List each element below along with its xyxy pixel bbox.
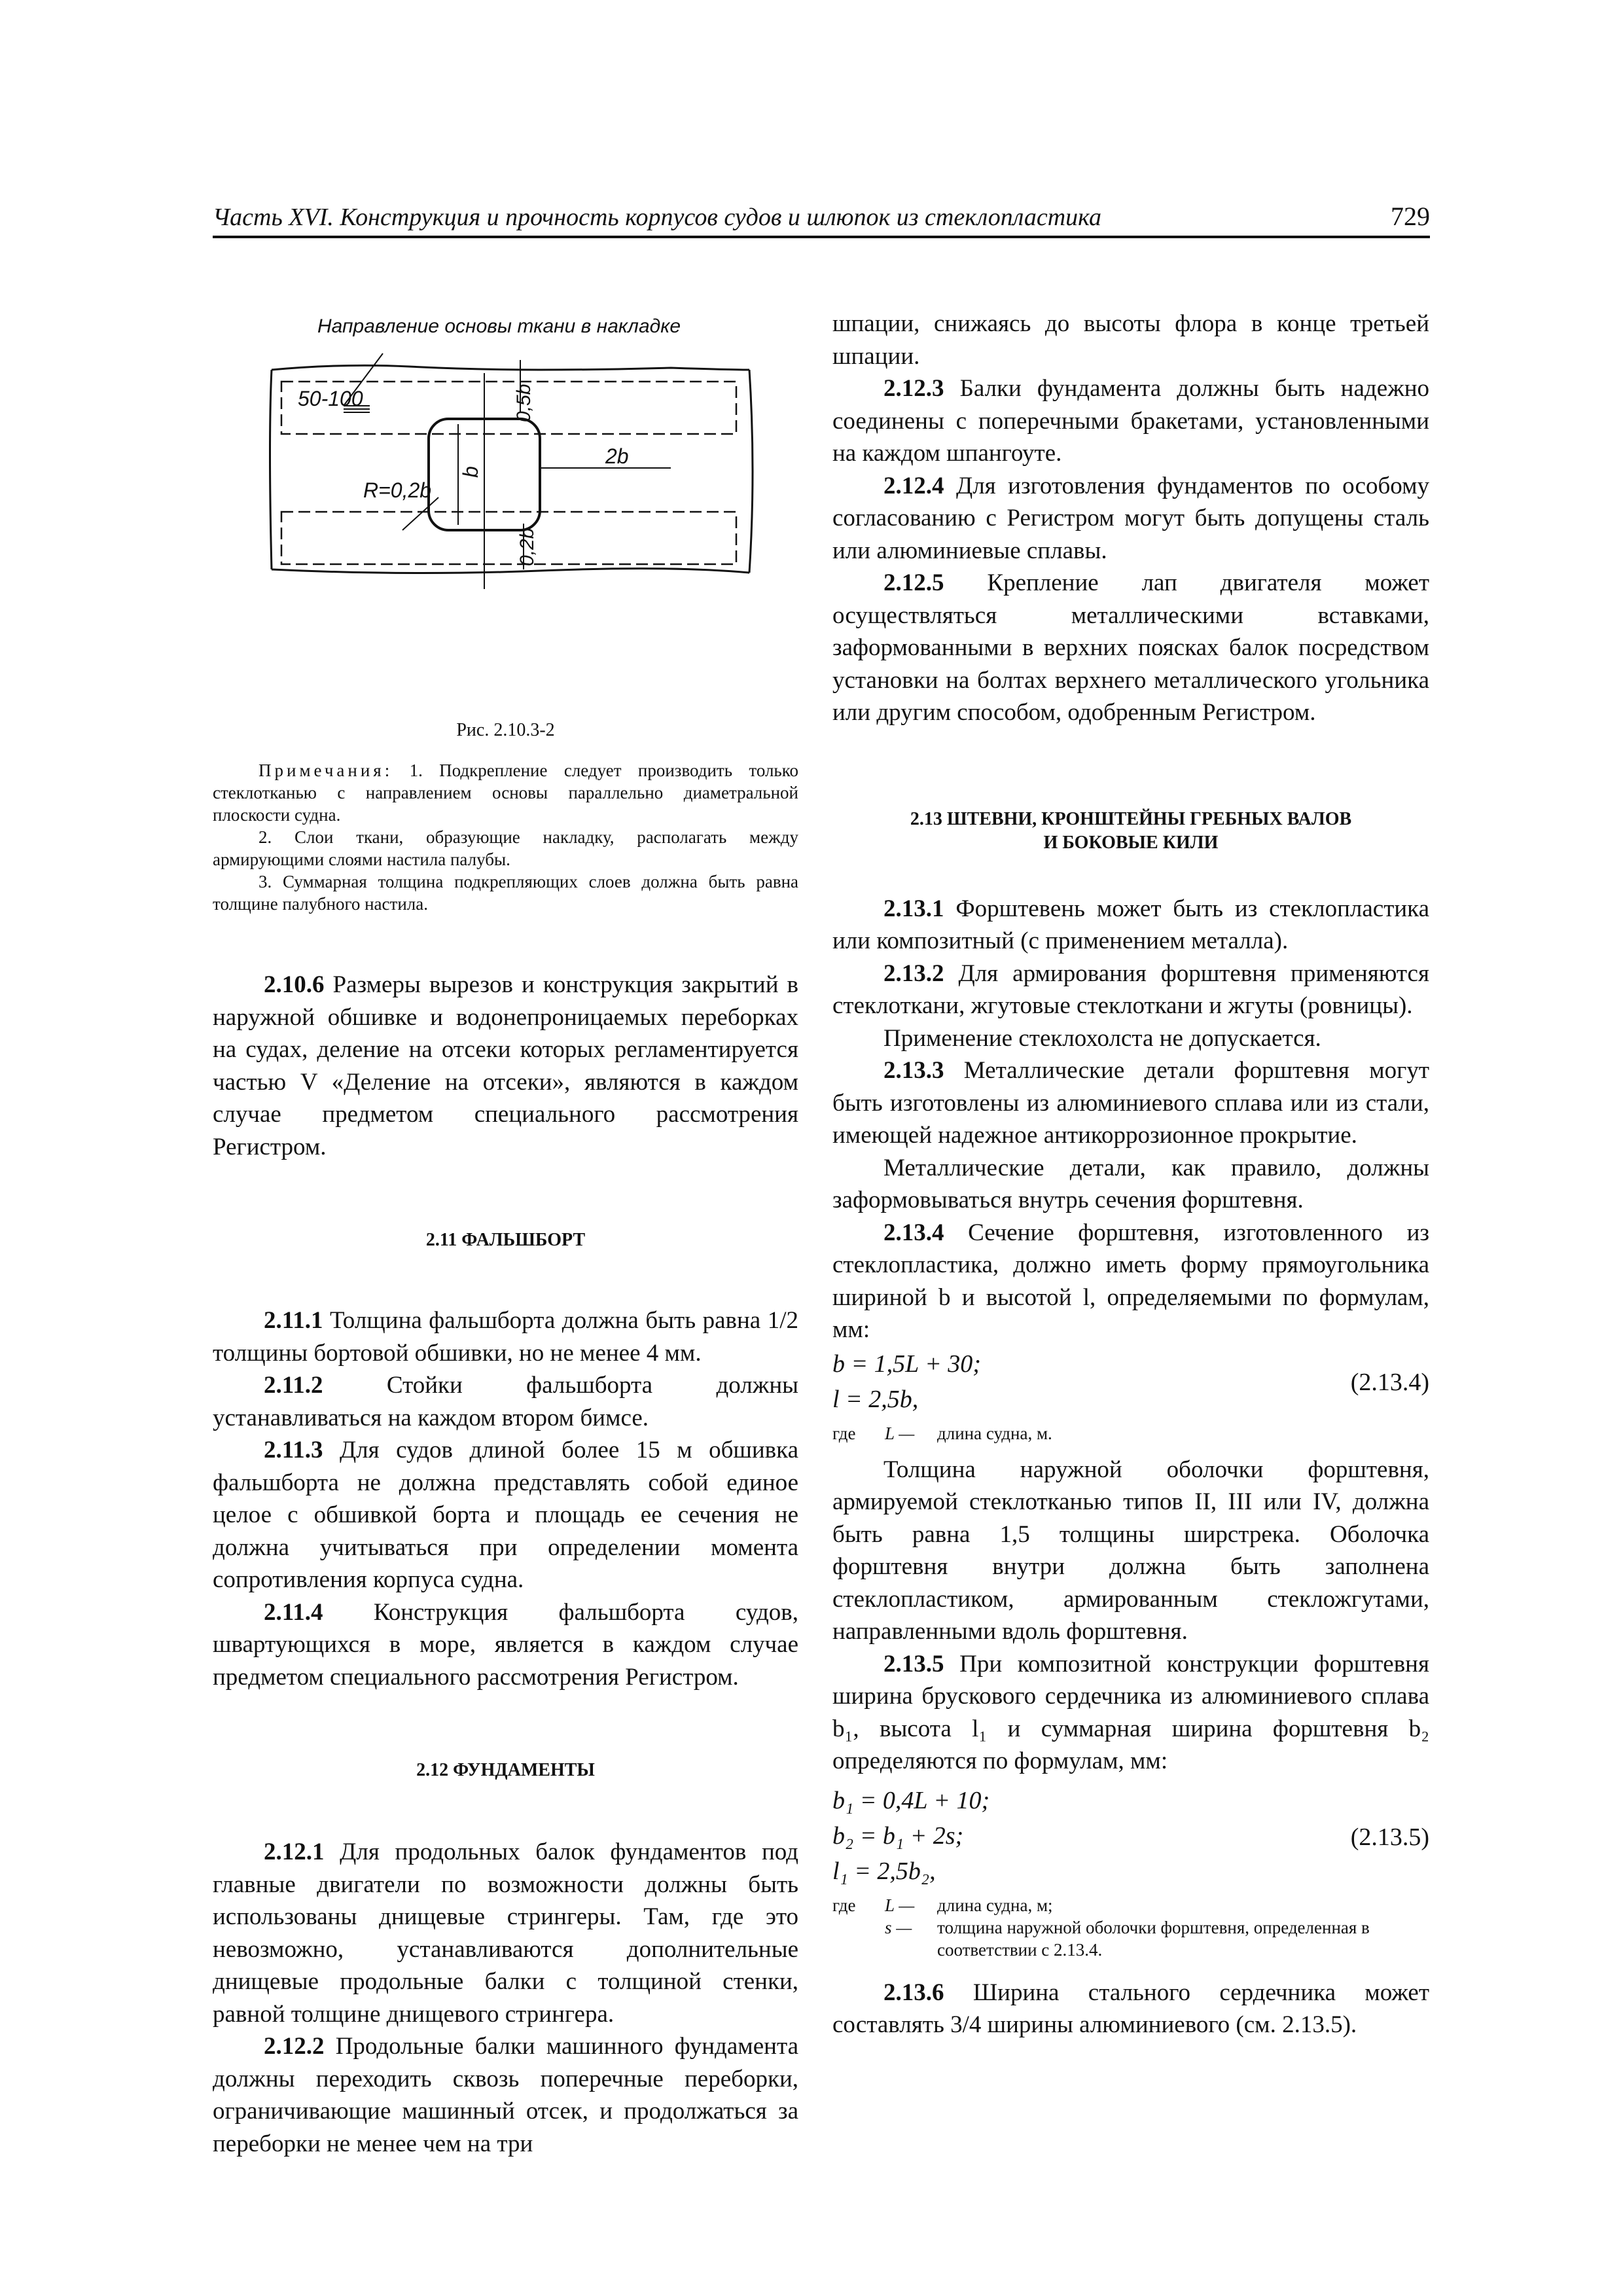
para-2-13-2: 2.13.2 Для армирования форштевня применяются стеклоткани, жгутовые стеклоткани и жгуты (ровницы). — [832, 960, 1429, 1019]
para-2-13-3: 2.13.3 Металлические детали форштевня могут быть изготовлены из алюминиевого сплава или из стали, имеющей надежное антикоррозионное прокрытие. — [832, 1057, 1429, 1149]
note-2: 2. Слои ткани, образующие накладку, располагать между армирующими слоями настила палубы. — [213, 827, 798, 869]
equation-number-2-13-4: (2.13.4) — [1350, 1368, 1429, 1396]
para-shell-thickness: Толщина наружной оболочки форштевня, армируемой стеклотканью типов II, III или IV, должна быть равна 1,5 толщины ширстрека. Оболочка форштевня внутри должна быть заполнена стеклопластиком, армированным стекложгутами, направленными вдоль форштевня. — [832, 1456, 1429, 1645]
para-2-12-2: 2.12.2 Продольные балки машинного фундамента должны переходить сквозь поперечные переборки, ограничивающие машинный отсек, и продолжаться за переборки не менее чем на три — [213, 2033, 798, 2157]
page-number: 729 — [1391, 202, 1430, 231]
formula-l: l = 2,5b, — [832, 1385, 919, 1413]
para-2-13-4: 2.13.4 Сечение форштевня, изготовленного из стеклопластика, должно иметь форму прямоугольника шириной b и высотой l, определяемыми по формулам, мм: — [832, 1219, 1430, 1343]
heading-2-13 — [832, 808, 1429, 855]
formula-l1: l₁ = 2,5b₂, — [832, 1857, 936, 1885]
notes-tag: Примечания: — [259, 761, 393, 780]
outer-break-bottom — [272, 569, 749, 573]
figure-notes — [213, 759, 798, 915]
para-2-12-1: 2.12.1 Для продольных балок фундаментов под главные двигатели по возможности должны быть использованы днищевые стрингеры. Там, где это невозможно, устанавливаются дополнительные днищевые продольные балки с толщиной стенки, равной толщине днищевого стрингера. — [213, 1839, 798, 2028]
formula-b2: b₂ = b₁ + 2s; — [832, 1821, 964, 1850]
heading-2-12: 2.12 ФУНДАМЕНТЫ — [416, 1760, 595, 1780]
dim-b: b — [459, 466, 482, 478]
running-title: Часть XVI. Конструкция и прочность корпусов судов и шлюпок из стеклопластика — [213, 204, 1101, 231]
reinforcement-drawing — [213, 308, 798, 720]
formula-b: b = 1,5L + 30; — [832, 1350, 981, 1378]
formula-b1: b₁ = 0,4L + 10; — [832, 1786, 990, 1814]
para-2-11-4: 2.11.4 Конструкция фальшборта судов, швартующихся в море, является в каждом случае предметом специального рассмотрения Регистром. — [213, 1598, 798, 1691]
formula-2-13-5 — [832, 1783, 1429, 1894]
para-2-12-4: 2.12.4 Для изготовления фундаментов по особому согласованию с Регистром могут быть допущены сталь или алюминиевые сплавы. — [832, 472, 1429, 564]
para-2-13-2b: Применение стеклохолста не допускается. — [883, 1024, 1321, 1052]
para-2-11-3: 2.11.3 Для судов длиной более 15 м обшивка фальшборта не должна представлять собой единое целое с обшивкой борта и площадь ее сечения не должна учитываться при определении момента сопротивления корпуса судна. — [213, 1437, 798, 1593]
right-column — [832, 308, 1429, 2041]
para-2-12-5: 2.12.5 Крепление лап двигателя может осуществляться металлическими вставками, заформованными в верхних поясках балок посредством установки на болтах верхнего металлического угольника или другим способом, одобренным Регистром. — [832, 569, 1430, 726]
running-header — [213, 196, 1430, 238]
formula-2-13-4 — [832, 1346, 1429, 1420]
para-2-13-3b: Металлические детали, как правило, должны заформовываться внутрь сечения форштевня. — [832, 1154, 1429, 1213]
warp-direction-label: Направление основы ткани в накладке — [317, 315, 681, 337]
para-2-13-5: 2.13.5 При композитной конструкции форштевня ширина брускового сердечника из алюминиевого сплава b₁, высота l₁ и суммарная ширина форштевня b₂ определяются по формулам, мм: — [832, 1650, 1429, 1774]
where-block-1: где L — длина судна, м. — [832, 1423, 1052, 1443]
left-column — [213, 308, 798, 2160]
figure-caption: Рис. 2.10.3-2 — [456, 720, 555, 740]
dim-radius: R=0,2b — [363, 478, 432, 502]
outer-right — [749, 370, 753, 573]
heading-2-13-line1: 2.13 ШТЕВНИ, КРОНШТЕЙНЫ ГРЕБНЫХ ВАЛОВ — [910, 808, 1352, 829]
note-3: 3. Суммарная толщина подкрепляющих слоев должна быть равна толщине палубного настила. — [213, 872, 798, 914]
dim-50-100: 50-100 — [298, 387, 363, 410]
dim-2b: 2b — [605, 444, 629, 468]
para-continuation: шпации, снижаясь до высоты флора в конце третьей шпации. — [832, 310, 1429, 370]
equation-number-2-13-5: (2.13.5) — [1350, 1823, 1429, 1851]
figure-2-10-3-2 — [213, 308, 798, 720]
outer-left — [270, 370, 272, 569]
para-2-13-6: 2.13.6 Ширина стального сердечника может составлять 3/4 ширины алюминиевого (см. 2.13.5). — [832, 1979, 1429, 2038]
dim-0-5b: 0,5b — [513, 384, 535, 422]
heading-2-13-line2: И БОКОВЫЕ КИЛИ — [1043, 832, 1219, 853]
para-2-11-1: 2.11.1 Толщина фальшборта должна быть равна 1/2 толщины бортовой обшивки, но не менее 4 мм. — [213, 1307, 799, 1367]
para-2-10-6: 2.10.6 Размеры вырезов и конструкция закрытий в наружной обшивке и водонепроницаемых переборках на судах, деление на отсеки которых регламентируется частью V «Деление на отсеки», являются в каждом случае предметом специального рассмотрения Регистром. — [213, 971, 799, 1160]
overlay-bottom — [281, 512, 736, 564]
where-block-2: где L — длина судна, м; s — толщина наружной оболочки форштевня, определенная в соответствии с 2.13.4. — [832, 1895, 1370, 1960]
heading-2-11: 2.11 ФАЛЬШБОРТ — [425, 1230, 586, 1250]
para-2-12-3: 2.12.3 Балки фундамента должны быть надежно соединены с поперечными бракетами, установленными на каждом шпангоуте. — [832, 375, 1429, 467]
para-2-13-1: 2.13.1 Форштевень может быть из стеклопластика или композитный (с применением металла). — [832, 895, 1430, 954]
note-1: 1. Подкрепление следует производить только стеклотканью с направлением основы параллельно диаметральной плоскости судна. — [213, 761, 798, 825]
dim-0-2b: 0,2b — [516, 528, 538, 566]
outer-break-top — [272, 365, 749, 370]
para-2-11-2: 2.11.2 Стойки фальшборта должны устанавливаться на каждом втором бимсе. — [213, 1372, 798, 1431]
